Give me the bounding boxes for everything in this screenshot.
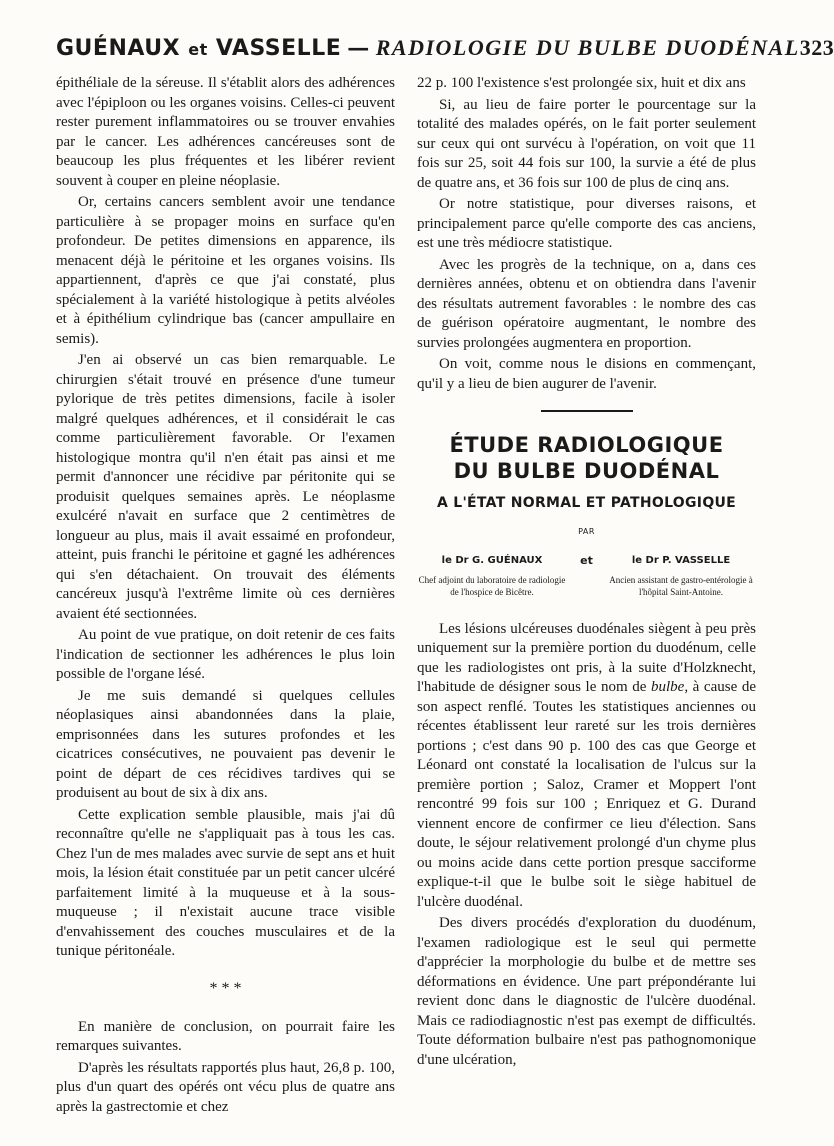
- byline-par: PAR: [578, 526, 595, 536]
- author-name: le Dr P. VASSELLE: [631, 555, 731, 566]
- author-affiliation: Ancien assistant de gastro-entérologie à l'hôpital Saint-Antoine.: [609, 574, 753, 597]
- running-head: [56, 34, 834, 64]
- paragraph: On voit, comme nous le disions en commençant, qu'il y a lieu de bien augurer de l'avenir.: [417, 356, 756, 392]
- article-title-line2: DU BULBE DUODÉNAL: [453, 459, 720, 483]
- paragraph: 22 p. 100 l'existence s'est prolongée six, huit et dix ans: [417, 75, 746, 91]
- paragraph: Or notre statistique, pour diverses raisons, et principalement parce qu'elle comporte des cas anciens, est une très médiocre statistique.: [417, 196, 756, 251]
- author-name: le Dr G. GUÉNAUX: [441, 555, 543, 566]
- running-head-author1: GUÉNAUX: [56, 36, 181, 61]
- paragraph: En manière de conclusion, on pourrait faire les remarques suivantes.: [56, 1018, 395, 1054]
- running-head-title: RADIOLOGIE DU BULBE DUODÉNAL: [375, 35, 800, 60]
- paragraph-text: Les lésions ulcéreuses duodénales siègent à peu près uniquement sur la première portion du duodénum, celle que les radiologistes ont pris, à la suite d'Holzknecht, l'habitude de désigner sous le nom de: [417, 620, 756, 695]
- article-title: [417, 432, 756, 484]
- paragraph: Je me suis demandé si quelques cellules néoplasiques ainsi abandonnées dans la plaie, emprisonnées dans les sutures profondes et les cicatrices consécutives, ne pouvaient pas devenir le point de départ de ces récidives tardives qui se produisent au bout de six à dix ans.: [56, 687, 395, 801]
- paragraph: Au point de vue pratique, on doit retenir de ces faits l'indication de sectionner les adhérences le plus loin possible de l'organe lésé.: [56, 627, 395, 682]
- running-head-author2: VASSELLE: [215, 36, 342, 61]
- author-conjunction: et: [580, 554, 593, 567]
- author-vasselle: [606, 551, 756, 598]
- article-subtitle: A L'ÉTAT NORMAL ET PATHOLOGIQUE: [436, 495, 737, 511]
- page-number: 323: [799, 35, 834, 60]
- running-head-authors: [56, 35, 341, 64]
- paragraph: Or, certains cancers semblent avoir une tendance particulière à se propager moins en surface qu'en profondeur. De petites dimensions en apparence, ils menacent déjà le péritoine et les organes voisins. Ils appartiennent, d'après ce que j'ai constaté, plus spécialement à la variété histologique à petits alvéoles et à épithélium cylindrique bas (cancer ampullaire en semis).: [56, 194, 395, 347]
- paragraph: Si, au lieu de faire porter le pourcentage sur la totalité des malades opérés, on le fait porter seulement sur ceux qui ont survécu à l'opération, on voit que 11 fois sur 25, soit 44 fois sur 100, la survie a été de plus de quatre ans, et 36 fois sur 100 de plus de cinq ans.: [417, 96, 756, 191]
- paragraph: Avec les progrès de la technique, on a, dans ces dernières années, obtenu et on obtiendra dans l'avenir des résultats autrement favorables : le nombre des cas de guérison opératoire augmentant, le nombre des survies prolongées augmentera en proportion.: [417, 256, 756, 351]
- right-column: [417, 74, 756, 1117]
- article-title-line1: ÉTUDE RADIOLOGIQUE: [449, 433, 724, 457]
- article-divider: [541, 410, 633, 412]
- paragraph: Des divers procédés d'exploration du duodénum, l'examen radiologique est le seul qui permette d'apprécier la morphologie du bulbe et de mettre ses déformations en évidence. Une part prépondérante lui revient donc dans le diagnostic de l'ulcère duodénal. Mais ce radiodiagnostic n'est pas exempt de difficultés. Toute déformation bulbaire n'est pas pathognomonique d'une ulcération,: [417, 915, 756, 1068]
- article-body: [417, 620, 756, 1071]
- paragraph: épithéliale de la séreuse. Il s'établit alors des adhérences avec l'épiploon ou les organes voisins. Celles-ci peuvent rester purement inflammatoires ou se trouver envahies par le cancer. Les adhérences cancéreuses sont de beaucoup les plus fréquentes et les libérer revient souvent à couper en pleine néoplasie.: [56, 75, 395, 189]
- running-head-dash: —: [347, 35, 370, 61]
- paragraph: J'en ai observé un cas bien remarquable. Le chirurgien s'était trouvé en présence d'une tumeur pylorique de très petites dimensions, facile à isoler malgré quelques adhérences, et il considérait le cas comme particulièrement favorable. Or l'examen histologique montra qu'il n'en était pas ainsi et me permit d'annoncer une récidive par péritonite qui se produisit quelques semaines après. Le néoplasme exulcéré n'avait en surface que 2 centimètres de longueur au plus, mais il avait essaimé en profondeur, atteint, puis franchi le péritoine et gagné les adhérences qui s'en détachaient. On trouvait des éléments cancéreux jusqu'à l'extrême limite où ces dernières avaient été sectionnées.: [56, 352, 395, 622]
- author-affiliation: Chef adjoint du laboratoire de radiologie de l'hospice de Bicêtre.: [418, 574, 566, 597]
- text-columns: [56, 74, 756, 1117]
- author-block: [417, 551, 756, 598]
- section-separator-asterism: * * *: [209, 979, 242, 997]
- paragraph-text: , à cause de son aspect renflé. Toutes les statistiques anciennes ou récentes établissent leur rareté sur les trois dernières portions ; c'est dans 90 p. 100 des cas que George et Léonard ont constaté la localisation de l'ulcus sur la première portion ; Saloz, Cramer et Moppert l'ont rencontré 99 fois sur 100 ; Enriquez et G. Durand viennent encore de confirmer ce lieu d'élection. Sans doute, le séjour relativement prolongé d'un chyme plus ou moins acide dans cette portion presque sacciforme explique-t-il que le bulbe soit le siège habituel de l'ulcère duodénal.: [417, 679, 756, 910]
- left-column: [56, 74, 395, 1117]
- emphasized-term: bulbe: [651, 679, 685, 695]
- author-guenaux: [417, 551, 567, 598]
- paragraph: D'après les résultats rapportés plus haut, 26,8 p. 100, plus d'un quart des opérés ont vécu plus de quatre ans après la gastrectomie et chez: [56, 1059, 395, 1115]
- paragraph: [417, 620, 756, 913]
- running-head-and: et: [188, 40, 208, 59]
- paragraph: Cette explication semble plausible, mais j'ai dû reconnaître qu'elle ne s'appliquait pas à tous les cas. Chez l'un de mes malades avec survie de sept ans et huit mois, la lésion était constituée par un petit cancer ulcéré parfaitement limité à la muqueuse et à la sous-muqueuse ; il n'existait aucune trace visible d'envahissement des couches musculaires et de la tunique péritonéale.: [56, 806, 395, 959]
